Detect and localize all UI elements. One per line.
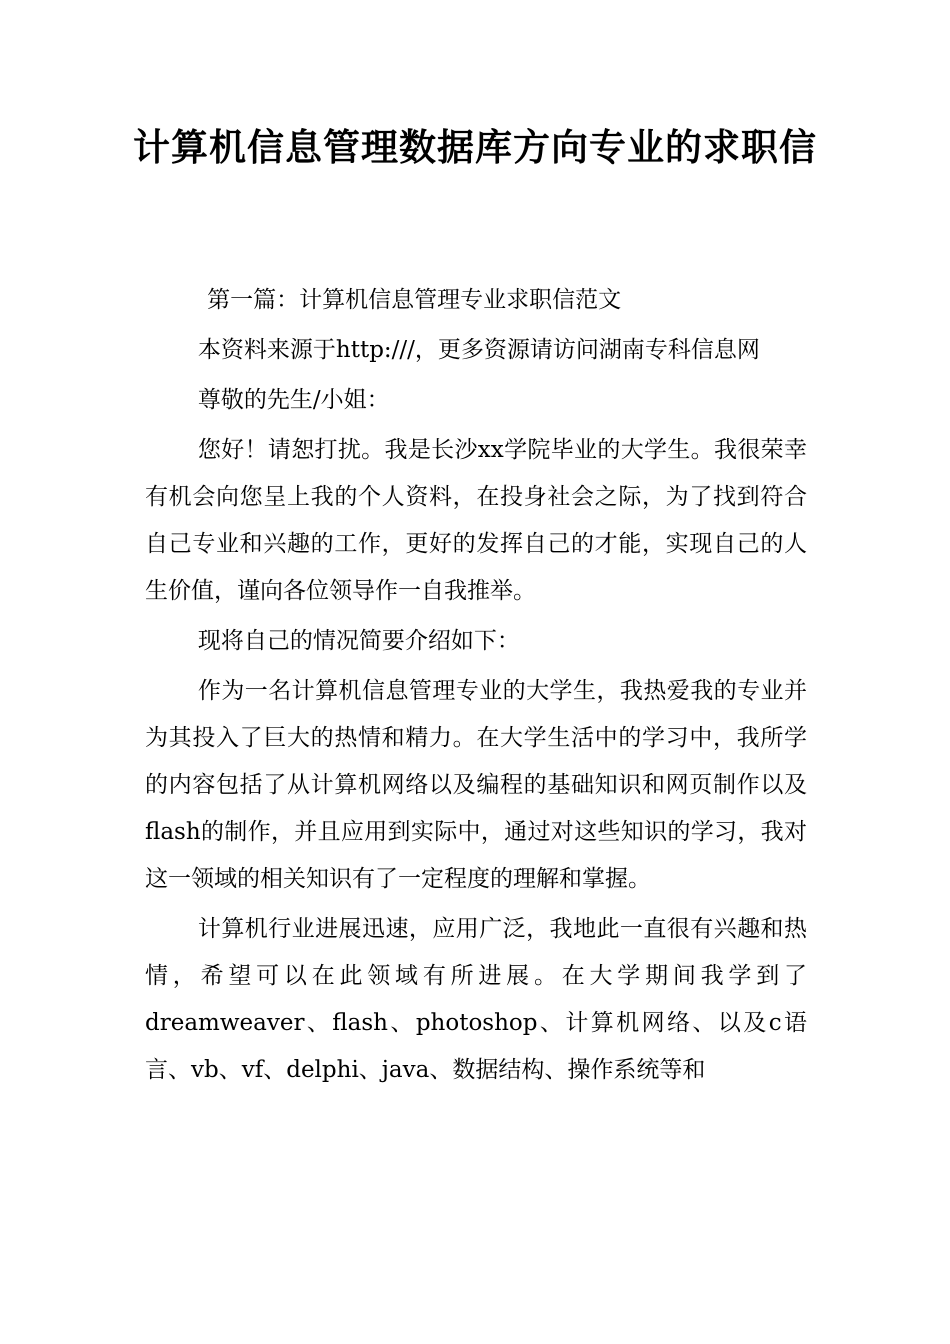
document-body <box>145 277 807 1097</box>
paragraph-source-note: 本资料来源于http:///，更多资源请访问湖南专科信息网 <box>197 337 760 363</box>
section-heading: 第一篇：计算机信息管理专业求职信范文 <box>207 287 622 313</box>
document-title: 计算机信息管理数据库方向专业的求职信 <box>133 126 817 169</box>
paragraph-major: 作为一名计算机信息管理专业的大学生，我热爱我的专业并为其投入了巨大的热情和精力。在大学生活中的学习中，我所学的内容包括了从计算机网络以及编程的基础知识和网页制作以及flash的制作，并且应用到实际中，通过对这些知识的学习，我对这一领域的相关知识有了一定程度的理解和掌握。 <box>145 678 807 892</box>
paragraph-introduction: 您好！请恕打扰。我是长沙xx学院毕业的大学生。我很荣幸有机会向您呈上我的个人资料，在投身社会之际，为了找到符合自己专业和兴趣的工作，更好的发挥自己的才能，实现自己的人生价值，谨向各位领导作一自我推举。 <box>145 437 807 604</box>
paragraph-skills: 计算机行业进展迅速，应用广泛，我地此一直很有兴趣和热情，希望可以在此领域有所进展。在大学期间我学到了dreamweaver、flash、photoshop、计算机网络、以及c语言、vb、vf、delphi、java、数据结构、操作系统等和 <box>145 916 807 1083</box>
paragraph-salutation: 尊敬的先生/小姐： <box>197 387 390 413</box>
paragraph-overview: 现将自己的情况简要介绍如下： <box>197 628 520 654</box>
